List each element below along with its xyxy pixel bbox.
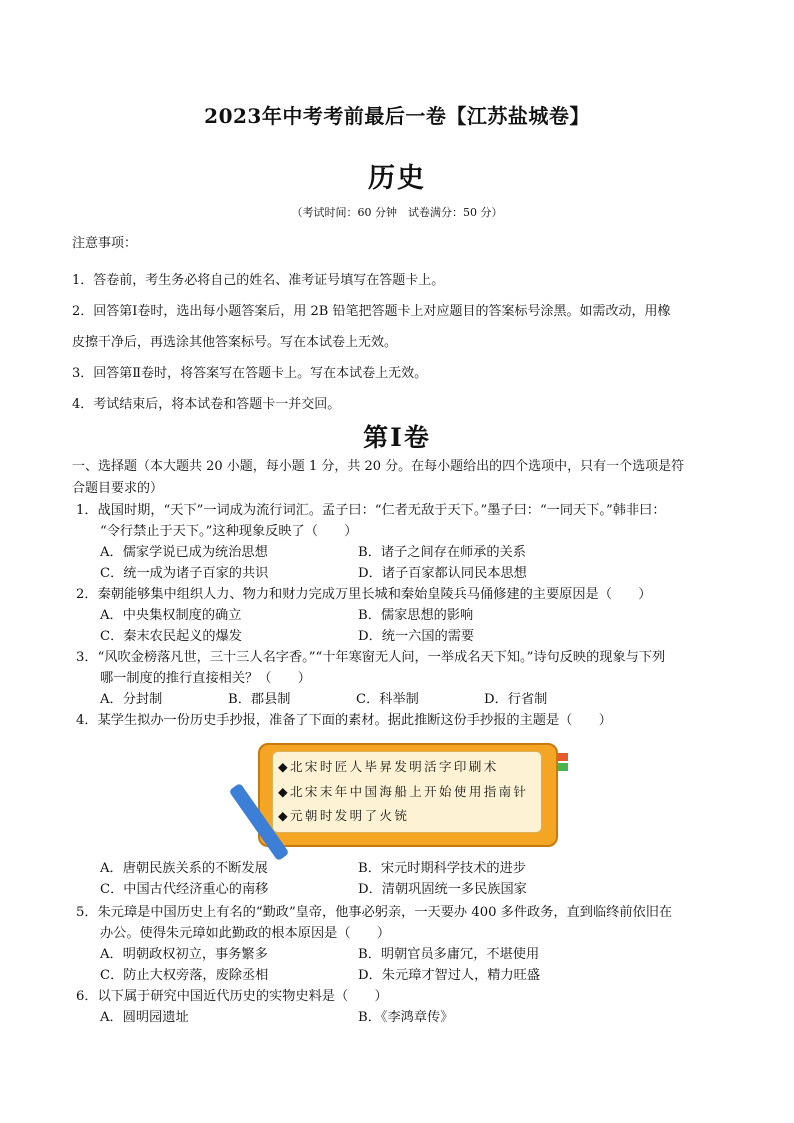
note-item: 皮擦干净后，再选涂其他答案标号。写在本试卷上无效。 xyxy=(72,335,398,350)
option-d: D．统一六国的需要 xyxy=(358,629,475,644)
figure-item: ◆北宋末年中国海船上开始使用指南针 xyxy=(278,784,529,799)
option-c: C．科举制 xyxy=(356,692,419,707)
notes-heading: 注意事项： xyxy=(72,236,138,251)
question-4-options xyxy=(76,858,724,900)
bookmark-icon xyxy=(558,763,568,771)
notes-block xyxy=(72,232,722,420)
option-d: D．行省制 xyxy=(484,692,548,707)
handout-figure xyxy=(252,739,570,849)
option-a: A．中央集权制度的确立 xyxy=(100,608,242,623)
section-line: 一、选择题（本大题共 20 小题，每小题 1 分，共 20 分。在每小题给出的四个选项中，只有一个选项是符 xyxy=(72,459,685,474)
question-4 xyxy=(76,710,724,731)
question-stem: 2．秦朝能够集中组织人力、物力和财力完成万里长城和秦始皇陵兵马俑修建的主要原因是（ ） xyxy=(76,587,652,602)
question-stem: 哪一制度的推行直接相关？（ ） xyxy=(100,671,311,686)
option-b: B．儒家思想的影响 xyxy=(358,608,474,623)
section-heading xyxy=(72,456,724,500)
note-item: 4．考试结束后，将本试卷和答题卡一并交回。 xyxy=(72,397,341,412)
question-stem: 6．以下属于研究中国近代历史的实物史料是（ ） xyxy=(76,989,388,1004)
question-stem: 办公。使得朱元璋如此勤政的根本原因是（ ） xyxy=(100,926,391,941)
option-d: D．清朝巩固统一多民族国家 xyxy=(358,882,527,897)
option-d: D．朱元璋才智过人，精力旺盛 xyxy=(358,968,541,983)
question-5 xyxy=(76,902,724,986)
question-stem: 3．“风吹金榜落凡世，三十三人名字香。”“十年寒窗无人问，一举成名天下知。”诗句反映的现象与下列 xyxy=(76,650,666,665)
question-options xyxy=(76,858,724,900)
question-stem: “令行禁止于天下。”这种现象反映了（ ） xyxy=(100,524,358,539)
question-options xyxy=(76,605,724,647)
volume-title: 第Ⅰ卷 xyxy=(363,423,431,452)
question-3 xyxy=(76,647,724,710)
option-a: A．明朝政权初立，事务繁多 xyxy=(100,947,268,962)
option-b: B．宋元时期科学技术的进步 xyxy=(358,861,526,876)
note-item: 3．回答第Ⅱ卷时，将答案写在答题卡上。写在本试卷上无效。 xyxy=(72,366,428,381)
option-a: A．圆明园遗址 xyxy=(100,1010,189,1025)
option-c: C．中国古代经济重心的南移 xyxy=(100,882,269,897)
option-a: A．唐朝民族关系的不断发展 xyxy=(100,861,268,876)
option-c: C．秦末农民起义的爆发 xyxy=(100,629,242,644)
option-b: B．诸子之间存在师承的关系 xyxy=(358,545,526,560)
figure-item: ◆元朝时发明了火铳 xyxy=(278,808,410,823)
question-options xyxy=(76,542,724,584)
question-options xyxy=(76,1007,724,1028)
option-c: C．防止大权旁落，废除丞相 xyxy=(100,968,269,983)
question-options xyxy=(76,944,724,986)
option-b: B．郡县制 xyxy=(228,692,291,707)
note-item: 1．答卷前，考生务必将自己的姓名、准考证号填写在答题卡上。 xyxy=(72,273,445,288)
bookmark-icon xyxy=(558,753,568,761)
subject-title: 历史 xyxy=(368,163,426,194)
exam-title: 2023年中考考前最后一卷【江苏盐城卷】 xyxy=(204,104,590,128)
option-a: A．分封制 xyxy=(100,692,163,707)
question-1 xyxy=(76,500,724,584)
question-stem: 5．朱元璋是中国历史上有名的“勤政”皇帝，他事必躬亲，一天要办 400 多件政务，直到临终前依旧在 xyxy=(76,905,673,920)
question-options xyxy=(76,689,724,710)
note-item: 2．回答第Ⅰ卷时，选出每小题答案后，用 2B 铅笔把答题卡上对应题目的答案标号涂黑。如需改动，用橡 xyxy=(72,304,671,319)
option-d: D．诸子百家都认同民本思想 xyxy=(358,566,527,581)
figure-item: ◆北宋时匠人毕昇发明活字印刷术 xyxy=(278,759,499,774)
section-line: 合题目要求的） xyxy=(72,481,164,496)
option-a: A．儒家学说已成为统治思想 xyxy=(100,545,268,560)
exam-info: （考试时间：60 分钟 试卷满分：50 分） xyxy=(291,206,503,219)
option-b: B．明朝官员多庸冗，不堪使用 xyxy=(358,947,540,962)
option-c: C．统一成为诸子百家的共识 xyxy=(100,566,269,581)
question-6 xyxy=(76,986,724,1028)
question-2 xyxy=(76,584,724,647)
question-stem: 1．战国时期，“天下”一词成为流行词汇。孟子曰：“仁者无敌于天下。”墨子曰：“一同天下。”韩非曰： xyxy=(76,503,666,518)
question-stem: 4．某学生拟办一份历史手抄报，准备了下面的素材。据此推断这份手抄报的主题是（ ） xyxy=(76,713,612,728)
option-b: B．《李鸿章传》 xyxy=(358,1010,454,1025)
